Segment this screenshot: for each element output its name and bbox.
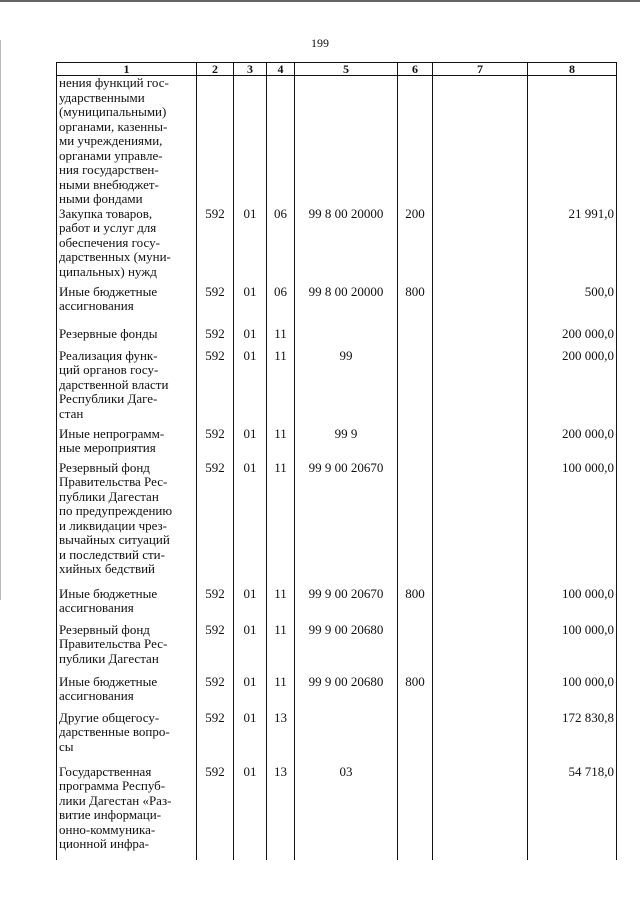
code-target-cell: 03 (295, 765, 398, 852)
tail-cell (528, 852, 617, 860)
code-admin-cell: 592 (197, 461, 234, 587)
code-section-cell: 01 (234, 765, 267, 852)
code-subsection-cell: 06 (267, 285, 295, 327)
code-subsection-cell: 13 (267, 765, 295, 852)
table-row (57, 461, 617, 587)
row-name-cell: Резервные фонды (57, 327, 197, 349)
code-expense-type-cell (398, 461, 433, 587)
code-expense-type-cell (398, 76, 433, 207)
empty-cell (433, 285, 528, 327)
column-header: 3 (234, 63, 267, 76)
code-target-cell (295, 76, 398, 207)
empty-cell (433, 765, 528, 852)
code-section-cell: 01 (234, 711, 267, 765)
code-section-cell (234, 76, 267, 207)
column-header: 8 (528, 63, 617, 76)
code-subsection-cell: 06 (267, 207, 295, 285)
row-name-cell: Иные бюджетные ассигнования (57, 675, 197, 711)
code-target-cell: 99 9 00 20680 (295, 623, 398, 675)
tail-cell (234, 852, 267, 860)
row-name-cell: Иные бюджетные ассигнования (57, 587, 197, 623)
code-expense-type-cell (398, 623, 433, 675)
amount-cell: 200 000,0 (528, 427, 617, 461)
code-expense-type-cell: 800 (398, 675, 433, 711)
amount-cell: 200 000,0 (528, 349, 617, 427)
column-header: 4 (267, 63, 295, 76)
column-header: 7 (433, 63, 528, 76)
code-admin-cell: 592 (197, 349, 234, 427)
column-header: 5 (295, 63, 398, 76)
table-row (57, 349, 617, 427)
code-section-cell: 01 (234, 327, 267, 349)
code-admin-cell: 592 (197, 711, 234, 765)
code-subsection-cell: 11 (267, 427, 295, 461)
code-target-cell (295, 327, 398, 349)
amount-cell: 100 000,0 (528, 623, 617, 675)
table-row (57, 207, 617, 285)
code-section-cell: 01 (234, 461, 267, 587)
column-header: 1 (57, 63, 197, 76)
tail-cell (433, 852, 528, 860)
table-row (57, 765, 617, 852)
code-target-cell (295, 711, 398, 765)
amount-cell: 500,0 (528, 285, 617, 327)
table-row (57, 711, 617, 765)
page-left-edge (0, 40, 1, 600)
code-admin-cell: 592 (197, 623, 234, 675)
code-subsection-cell: 11 (267, 587, 295, 623)
table-row (57, 76, 617, 207)
empty-cell (433, 427, 528, 461)
table-row (57, 427, 617, 461)
code-expense-type-cell (398, 327, 433, 349)
tail-cell (197, 852, 234, 860)
code-subsection-cell (267, 76, 295, 207)
row-name-cell: Резервный фонд Правительства Рес- публики Дагестан (57, 623, 197, 675)
row-name-cell: нения функций гос- ударственными (муниципальными) органами, казенны- ми учреждениями, органами управле- ния государствен- ными внебюджет- ными фондами (57, 76, 197, 207)
amount-cell: 100 000,0 (528, 587, 617, 623)
table-row (57, 327, 617, 349)
tail-cell (57, 852, 197, 860)
table-row (57, 587, 617, 623)
row-name-cell: Другие общегосу- дарственные вопро- сы (57, 711, 197, 765)
code-section-cell: 01 (234, 349, 267, 427)
tail-cell (267, 852, 295, 860)
amount-cell: 54 718,0 (528, 765, 617, 852)
code-target-cell: 99 9 00 20670 (295, 461, 398, 587)
empty-cell (433, 76, 528, 207)
code-section-cell: 01 (234, 285, 267, 327)
code-admin-cell: 592 (197, 675, 234, 711)
empty-cell (433, 711, 528, 765)
code-target-cell: 99 9 00 20680 (295, 675, 398, 711)
table-row (57, 623, 617, 675)
empty-cell (433, 327, 528, 349)
column-header: 6 (398, 63, 433, 76)
amount-cell: 100 000,0 (528, 461, 617, 587)
code-expense-type-cell (398, 427, 433, 461)
amount-cell: 21 991,0 (528, 207, 617, 285)
empty-cell (433, 623, 528, 675)
code-target-cell: 99 8 00 20000 (295, 207, 398, 285)
row-name-cell: Закупка товаров, работ и услуг для обеспечения госу- дарственных (муни- ципальных) нужд (57, 207, 197, 285)
row-name-cell: Резервный фонд Правительства Рес- публики Дагестан по предупреждению и ликвидации чрез- вычайных ситуаций и последствий сти- хийных бедствий (57, 461, 197, 587)
code-admin-cell: 592 (197, 285, 234, 327)
code-expense-type-cell (398, 349, 433, 427)
code-subsection-cell: 13 (267, 711, 295, 765)
row-name-cell: Иные бюджетные ассигнования (57, 285, 197, 327)
code-expense-type-cell: 200 (398, 207, 433, 285)
code-section-cell: 01 (234, 587, 267, 623)
page-top-edge (0, 0, 640, 2)
tail-cell (295, 852, 398, 860)
code-target-cell: 99 8 00 20000 (295, 285, 398, 327)
code-expense-type-cell (398, 765, 433, 852)
code-target-cell: 99 9 00 20670 (295, 587, 398, 623)
code-section-cell: 01 (234, 207, 267, 285)
code-subsection-cell: 11 (267, 623, 295, 675)
empty-cell (433, 349, 528, 427)
row-name-cell: Иные непрограмм- ные мероприятия (57, 427, 197, 461)
budget-table (56, 62, 617, 860)
code-section-cell: 01 (234, 623, 267, 675)
empty-cell (433, 461, 528, 587)
code-admin-cell (197, 76, 234, 207)
code-expense-type-cell (398, 711, 433, 765)
code-expense-type-cell: 800 (398, 587, 433, 623)
table-row-tail (57, 852, 617, 860)
table-body (57, 76, 617, 860)
code-admin-cell: 592 (197, 427, 234, 461)
code-admin-cell: 592 (197, 587, 234, 623)
code-subsection-cell: 11 (267, 349, 295, 427)
amount-cell: 172 830,8 (528, 711, 617, 765)
empty-cell (433, 587, 528, 623)
tail-cell (398, 852, 433, 860)
code-section-cell: 01 (234, 675, 267, 711)
amount-cell: 200 000,0 (528, 327, 617, 349)
table-header-row (57, 63, 617, 76)
code-admin-cell: 592 (197, 327, 234, 349)
amount-cell: 100 000,0 (528, 675, 617, 711)
page-number: 199 (311, 36, 329, 50)
code-admin-cell: 592 (197, 207, 234, 285)
row-name-cell: Реализация функ- ций органов госу- дарственной власти Республики Даге- стан (57, 349, 197, 427)
amount-cell (528, 76, 617, 207)
table-row (57, 675, 617, 711)
code-subsection-cell: 11 (267, 327, 295, 349)
code-admin-cell: 592 (197, 765, 234, 852)
empty-cell (433, 675, 528, 711)
column-header: 2 (197, 63, 234, 76)
empty-cell (433, 207, 528, 285)
code-target-cell: 99 (295, 349, 398, 427)
code-expense-type-cell: 800 (398, 285, 433, 327)
row-name-cell: Государственная программа Респуб- лики Дагестан «Раз- витие информаци- онно-коммуника- ционной инфра- (57, 765, 197, 852)
code-target-cell: 99 9 (295, 427, 398, 461)
code-subsection-cell: 11 (267, 675, 295, 711)
code-subsection-cell: 11 (267, 461, 295, 587)
table-row (57, 285, 617, 327)
code-section-cell: 01 (234, 427, 267, 461)
